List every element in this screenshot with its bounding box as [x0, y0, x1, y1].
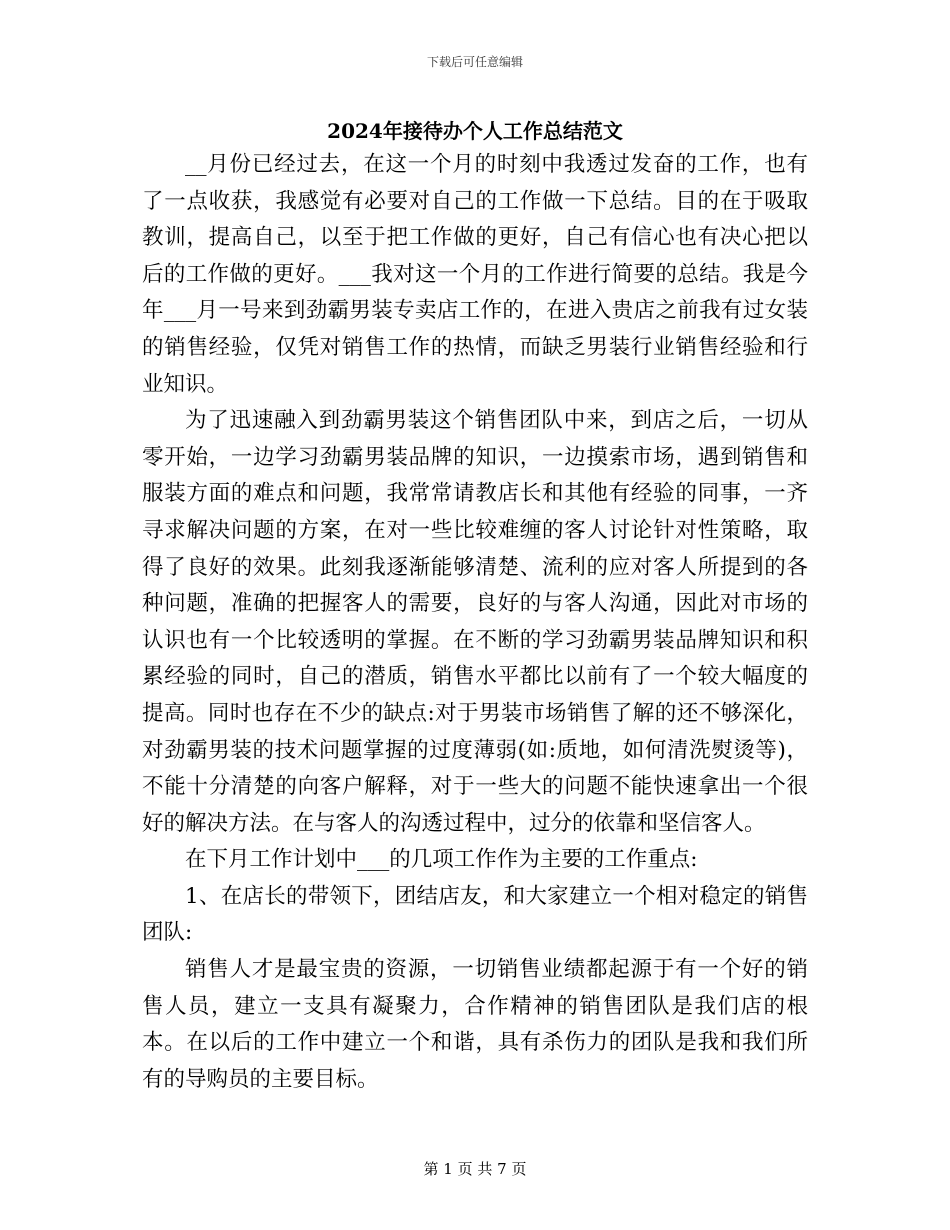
paragraph: __月份已经过去，在这一个月的时刻中我透过发奋的工作，也有了一点收获，我感觉有必要对自己的工作做一下总结。目的在于吸取教训，提高自己，以至于把工作做的更好，自己有信心也有决心把以后的工作做的更好。___我对这一个月的工作进行简要的总结。我是今年___月一号来到劲霸男装专卖店工作的，在进入贵店之前我有过女装的销售经验，仅凭对销售工作的热情，而缺乏男装行业销售经验和行业知识。: [142, 152, 808, 397]
page-number: 第 1 页 共 7 页: [423, 1160, 527, 1178]
paragraph: 1、在店长的带领下，团结店友，和大家建立一个相对稳定的销售团队:: [142, 883, 808, 946]
header-note: 下载后可任意编辑: [426, 55, 523, 69]
document-title: 2024年接待办个人工作总结范文: [327, 119, 623, 143]
paragraph: 为了迅速融入到劲霸男装这个销售团队中来，到店之后，一切从零开始，一边学习劲霸男装品牌的知识，一边摸索市场，遇到销售和服装方面的难点和问题，我常常请教店长和其他有经验的同事，一齐寻求解决问题的方案，在对一些比较难缠的客人讨论针对性策略，取得了良好的效果。此刻我逐渐能够清楚、流利的应对客人所提到的各种问题，准确的把握客人的需要，良好的与客人沟通，因此对市场的认识也有一个比较透明的掌握。在不断的学习劲霸男装品牌知识和积累经验的同时，自己的潜质，销售水平都比以前有了一个较大幅度的提高。同时也存在不少的缺点:对于男装市场销售了解的还不够深化，对劲霸男装的技术问题掌握的过度薄弱(如:质地，如何清洗熨烫等)，不能十分清楚的向客户解释，对于一些大的问题不能快速拿出一个很好的解决方法。在与客人的沟透过程中，过分的依靠和坚信客人。: [142, 408, 808, 836]
document-body: [142, 147, 808, 1098]
paragraph: 在下月工作计划中___的几项工作作为主要的工作重点:: [185, 847, 698, 873]
paragraph: 销售人才是最宝贵的资源，一切销售业绩都起源于有一个好的销售人员，建立一支具有凝聚力，合作精神的销售团队是我们店的根本。在以后的工作中建立一个和谐，具有杀伤力的团队是我和我们所有的导购员的主要目标。: [142, 957, 808, 1092]
